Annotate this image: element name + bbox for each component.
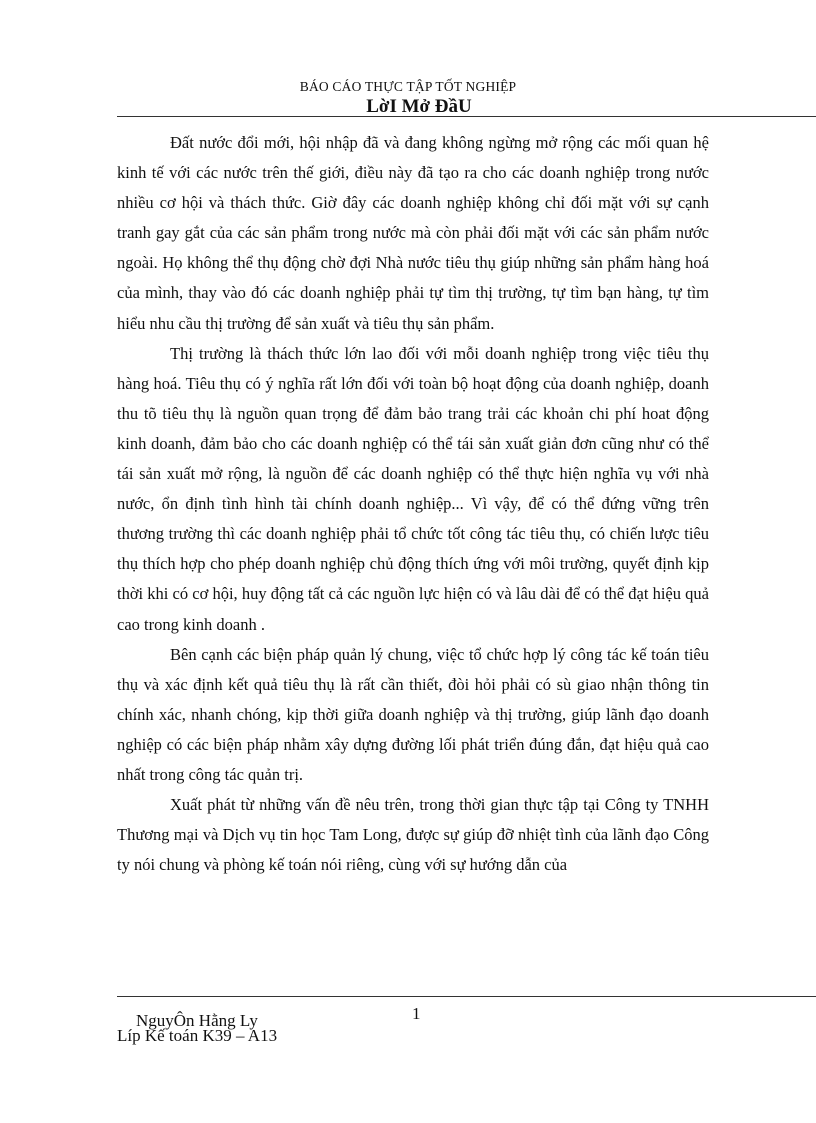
page-number: 1 bbox=[412, 1004, 421, 1023]
footer-author: NguyÔn Hằng Ly bbox=[136, 1011, 258, 1030]
paragraph-4: Xuất phát từ những vấn đề nêu trên, trong thời gian thực tập tại Công ty TNHH Thương mại và Dịch vụ tin học Tam Long, được sự giúp đỡ nhiệt tình của lãnh đạo Công ty nói chung và phòng kế toán nói riêng, cùng với sự hướng dẫn của bbox=[117, 795, 709, 875]
paragraph-1: Đất nước đổi mới, hội nhập đã và đang không ngừng mở rộng các mối quan hệ kinh tế với các nước trên thế giới, điều này đã tạo ra cho các doanh nghiệp trong nước nhiều cơ hội và thách thức. Giờ đây các doanh nghiệp không chỉ đối mặt với sự cạnh tranh gay gắt của các sản phẩm trong nước mà còn phải đối mặt với các sản phẩm nước ngoài. Họ không thể thụ động chờ đợi Nhà nước tiêu thụ giúp những sản phẩm hàng hoá của mình, thay vào đó các doanh nghiệp phải tự tìm thị trường, tự tìm bạn hàng, tự tìm hiểu nhu cầu thị trường để sản xuất và tiêu thụ sản phẩm. bbox=[117, 133, 709, 333]
footer-divider bbox=[117, 996, 816, 997]
paragraph-3: Bên cạnh các biện pháp quản lý chung, việc tổ chức hợp lý công tác kế toán tiêu thụ và xác định kết quả tiêu thụ là rất cần thiết, đòi hỏi phải có sù giao nhận thông tin chính xác, nhanh chóng, kịp thời giữa doanh nghiệp và thị trường, giúp lãnh đạo doanh nghiệp có các biện pháp nhằm xây dựng đường lối phát triển đúng đắn, đạt hiệu quả cao nhất trong công tác quản trị. bbox=[117, 644, 709, 784]
report-header-title: BÁO CÁO THỰC TẬP TỐT NGHIỆP bbox=[299, 79, 517, 94]
document-body bbox=[117, 128, 709, 880]
paragraph-2: Thị trường là thách thức lớn lao đối với mỗi doanh nghiệp trong việc tiêu thụ hàng hoá. Tiêu thụ có ý nghĩa rất lớn đối với toàn bộ hoạt động của doanh nghiệp, doanh thu tõ tiêu thụ là nguồn quan trọng để đảm bảo trang trải các khoản chi phí hoat động kinh doanh, đảm bảo cho các doanh nghiệp có thể tái sản xuất giản đơn cũng như có thể tái sản xuất mở rộng, là nguồn để các doanh nghiệp có thể thực hiện nghĩa vụ với nhà nước, ổn định tình hình tài chính doanh nghiệp... Vì vậy, để có thể đứng vững trên thương trường thì các doanh nghiệp phải tổ chức tốt công tác tiêu thụ, có chiến lược tiêu thụ thích hợp cho phép doanh nghiệp chủ động thích ứng với môi trường, quyết định kịp thời khi có cơ hội, huy động tất cả các nguồn lực hiện có và lâu dài để có thể đạt hiệu quả cao trong kinh doanh . bbox=[117, 343, 709, 634]
section-heading: LờI Mở ĐầU bbox=[366, 96, 472, 117]
header-divider bbox=[117, 116, 816, 117]
footer-class-name: Líp Kế toán K39 – A13 bbox=[117, 1026, 278, 1045]
